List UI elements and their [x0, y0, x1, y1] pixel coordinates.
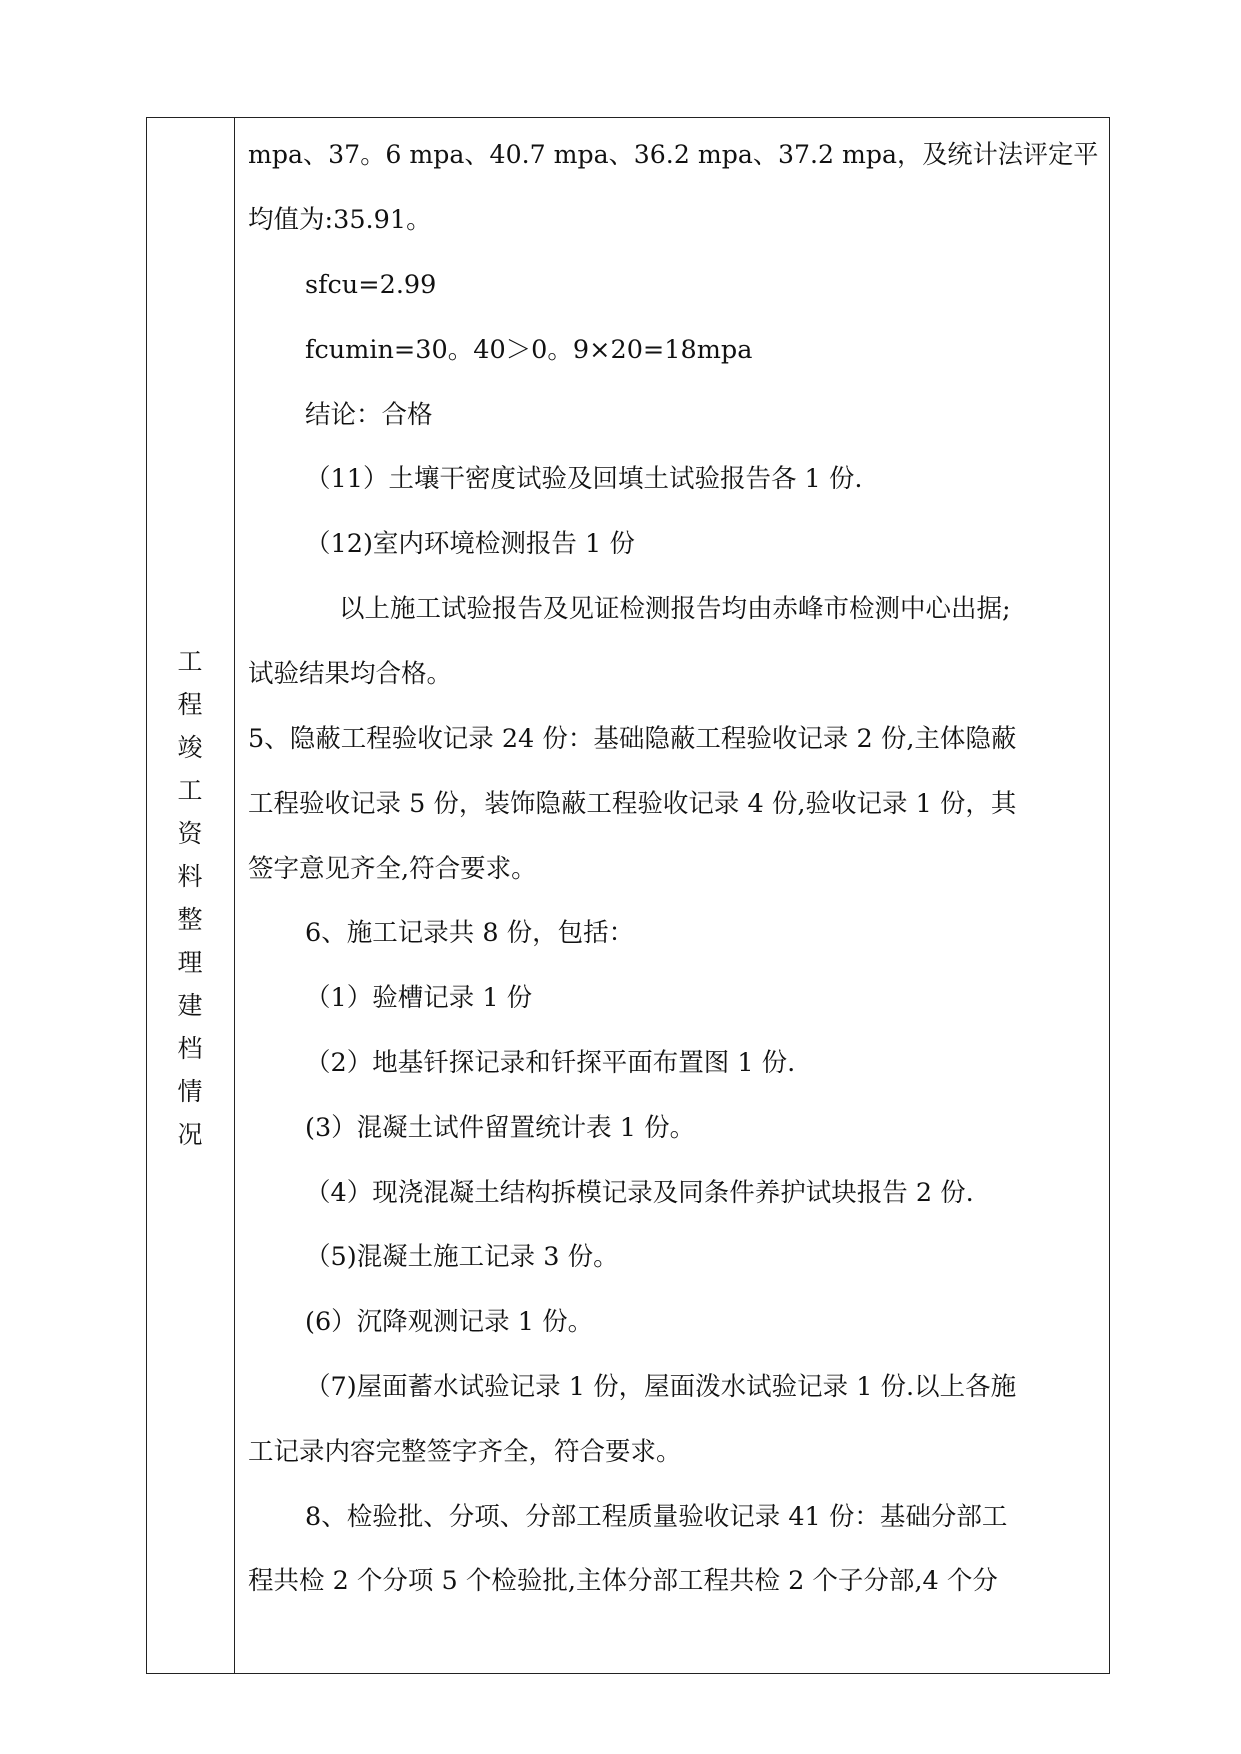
section-label-char: 资	[177, 819, 203, 848]
content-line: （11）土壤干密度试验及回填土试验报告各 1 份.	[305, 464, 863, 494]
section-label-char: 建	[177, 991, 203, 1020]
content-line: 工程验收记录 5 份，装饰隐蔽工程验收记录 4 份,验收记录 1 份，其	[248, 789, 1017, 819]
content-line: （7)屋面蓄水试验记录 1 份，屋面泼水试验记录 1 份.以上各施	[305, 1372, 1017, 1402]
section-label-char: 料	[177, 862, 203, 891]
content-line: 试验结果均合格。	[248, 659, 453, 689]
content-line: fcumin=30。40＞0。9×20=18mpa	[305, 335, 753, 365]
content-line: 工记录内容完整签字齐全，符合要求。	[248, 1437, 682, 1467]
section-label-char: 程	[177, 690, 203, 719]
section-label-char: 情	[177, 1077, 203, 1106]
section-label-char: 理	[177, 948, 203, 977]
content-line: （1）验槽记录 1 份	[305, 983, 533, 1013]
content-line: 以上施工试验报告及见证检测报告均由赤峰市检测中心出据;	[339, 594, 1011, 624]
content-line: (6）沉降观测记录 1 份。	[305, 1307, 594, 1337]
content-line: 结论：合格	[305, 400, 433, 430]
content-line: (3）混凝土试件留置统计表 1 份。	[305, 1113, 696, 1143]
content-line: 程共检 2 个分项 5 个检验批,主体分部工程共检 2 个子分部,4 个分	[248, 1566, 998, 1596]
section-label-char: 整	[177, 905, 203, 934]
section-label-char: 档	[177, 1034, 203, 1063]
section-label-char: 竣	[177, 733, 203, 762]
section-label-char: 工	[177, 776, 203, 805]
content-line: sfcu=2.99	[305, 270, 437, 300]
content-line: （5)混凝土施工记录 3 份。	[305, 1242, 619, 1272]
content-line: 5、隐蔽工程验收记录 24 份：基础隐蔽工程验收记录 2 份,主体隐蔽	[248, 724, 1017, 754]
content-line: mpa、37。6 mpa、40.7 mpa、36.2 mpa、37.2 mpa，及统计法评定平	[248, 140, 1099, 170]
column-divider	[234, 117, 235, 1674]
content-line: （12)室内环境检测报告 1 份	[305, 529, 635, 559]
content-line: （2）地基钎探记录和钎探平面布置图 1 份.	[305, 1048, 796, 1078]
content-line: 8、检验批、分项、分部工程质量验收记录 41 份：基础分部工	[305, 1502, 1008, 1532]
content-line: 6、施工记录共 8 份，包括：	[305, 918, 635, 948]
content-line: 均值为:35.91。	[248, 205, 432, 235]
section-label-char: 况	[177, 1120, 203, 1149]
section-label-char: 工	[177, 647, 203, 676]
content-line: （4）现浇混凝土结构拆模记录及同条件养护试块报告 2 份.	[305, 1178, 974, 1208]
section-label	[146, 640, 234, 1156]
content-line: 签字意见齐全,符合要求。	[248, 854, 537, 884]
